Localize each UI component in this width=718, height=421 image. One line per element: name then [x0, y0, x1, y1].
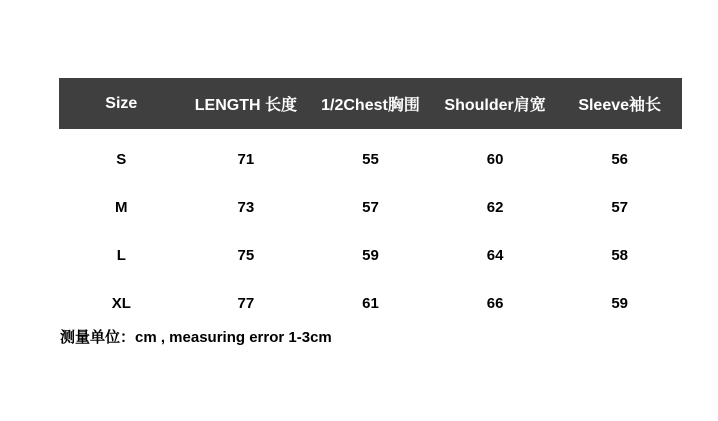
length-value: 73	[237, 198, 255, 216]
size-label: M	[115, 198, 128, 216]
half-chest-value: 57	[362, 198, 379, 216]
header-shoulder: Shoulder肩宽	[444, 97, 546, 114]
header-size: Size	[105, 94, 138, 112]
size-chart-table	[59, 78, 682, 327]
length-value: 75	[237, 246, 255, 264]
length-value: 77	[237, 294, 255, 312]
sleeve-value: 59	[611, 294, 629, 312]
header-half-chest: 1/2Chest胸围	[321, 97, 420, 114]
sleeve-value: 57	[611, 198, 629, 216]
size-label: XL	[111, 294, 131, 312]
measurement-unit-note: 测量单位：cm , measuring error 1-3cm	[60, 329, 332, 346]
shoulder-value: 62	[486, 198, 504, 216]
table-row-l	[59, 231, 682, 279]
shoulder-value: 66	[486, 294, 504, 312]
half-chest-value: 55	[362, 150, 379, 168]
size-label: L	[116, 246, 126, 264]
table-row-m	[59, 183, 682, 231]
shoulder-value: 60	[486, 150, 504, 168]
table-body	[59, 129, 682, 327]
length-value: 71	[237, 150, 255, 168]
table-row-xl	[59, 279, 682, 327]
shoulder-value: 64	[486, 246, 504, 264]
header-length: LENGTH 长度	[194, 97, 297, 114]
size-label: S	[116, 150, 127, 168]
sleeve-value: 58	[611, 246, 629, 264]
half-chest-value: 61	[362, 294, 379, 312]
sleeve-value: 56	[611, 150, 629, 168]
table-header-row	[59, 78, 682, 129]
table-row-s	[59, 135, 682, 183]
half-chest-value: 59	[362, 246, 379, 264]
header-sleeve: Sleeve袖长	[578, 97, 662, 114]
